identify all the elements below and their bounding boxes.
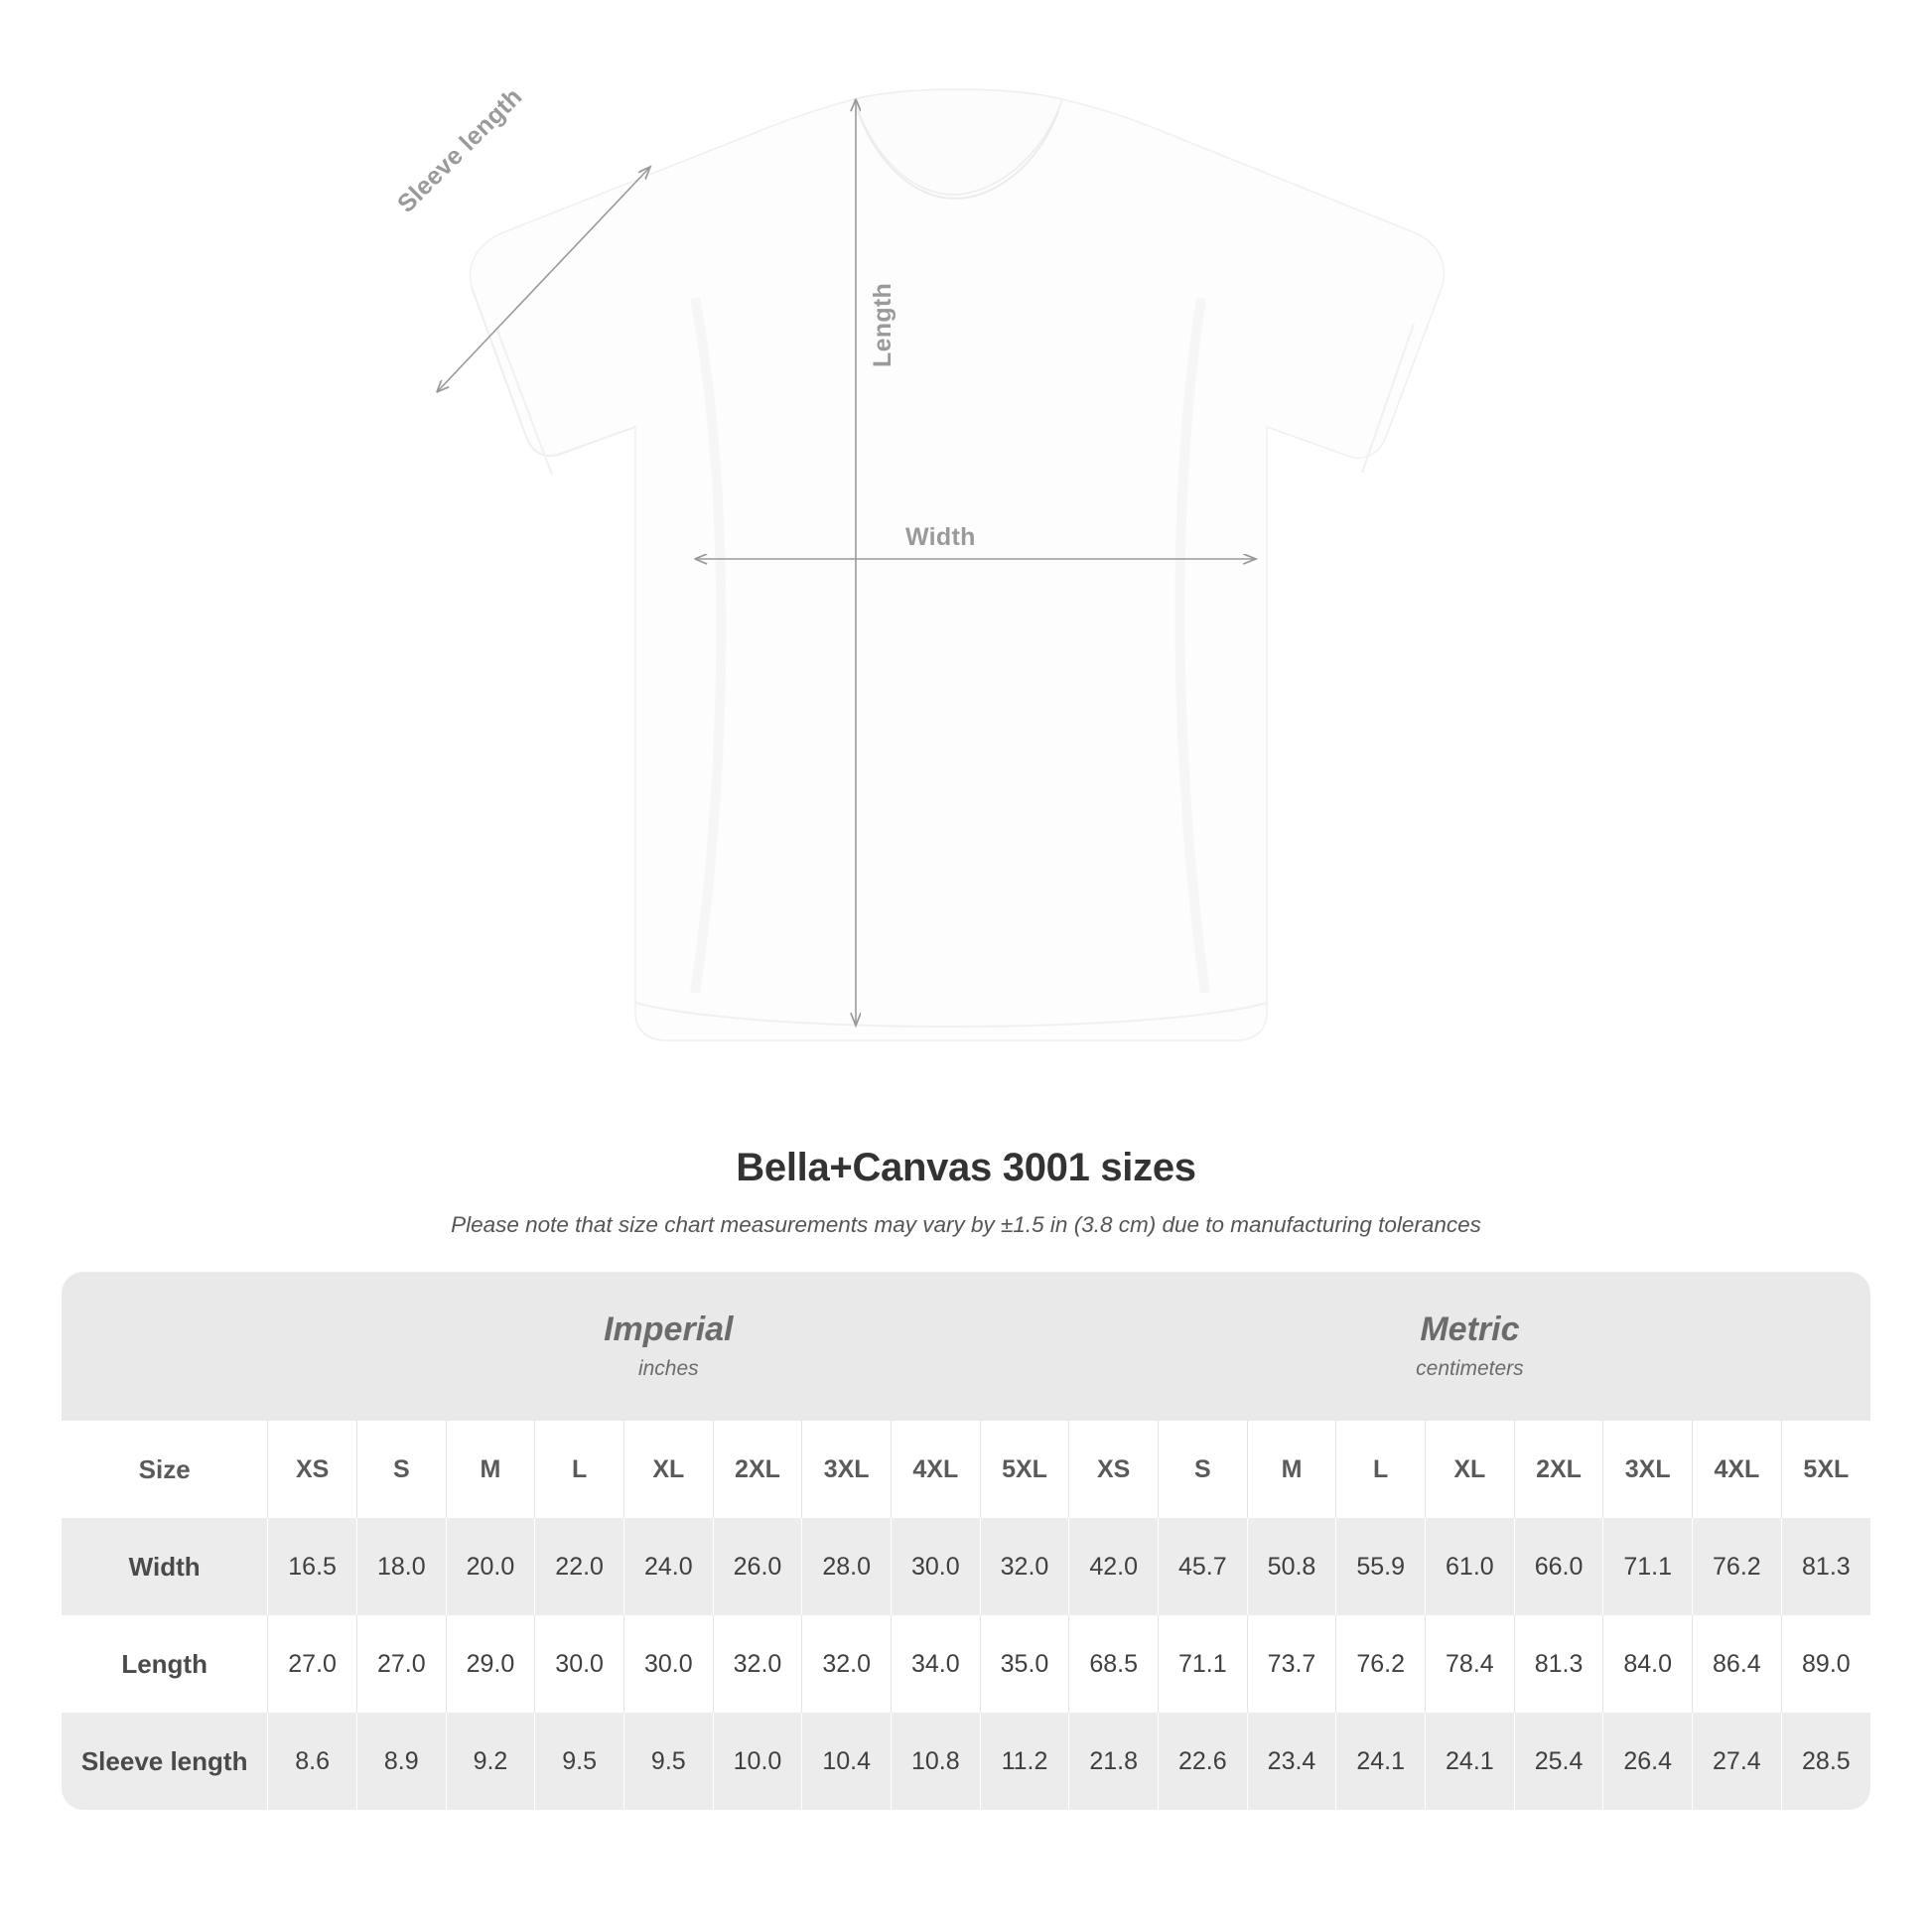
size-table-wrapper — [62, 1272, 1870, 1810]
title-block — [0, 1146, 1932, 1238]
cell-sleeve-metric: 23.4 — [1247, 1713, 1336, 1810]
cell-length-imperial: 30.0 — [623, 1615, 713, 1713]
page-title: Bella+Canvas 3001 sizes — [736, 1146, 1196, 1189]
unit-metric-name: Metric — [1420, 1311, 1520, 1349]
cell-sleeve-imperial: 8.9 — [356, 1713, 446, 1810]
unit-metric-cell — [1069, 1272, 1870, 1421]
cell-width-imperial: 22.0 — [535, 1518, 624, 1615]
size-header-row — [62, 1421, 1870, 1518]
cell-sleeve-metric: 28.5 — [1781, 1713, 1870, 1810]
cell-width-imperial: 16.5 — [268, 1518, 357, 1615]
cell-width-metric: 66.0 — [1514, 1518, 1603, 1615]
unit-metric-sub: centimeters — [1416, 1356, 1524, 1380]
table-row — [62, 1615, 1870, 1713]
cell-sleeve-imperial: 10.0 — [713, 1713, 802, 1810]
cell-length-imperial: 27.0 — [268, 1615, 357, 1713]
cell-length-imperial: 27.0 — [356, 1615, 446, 1713]
cell-length-metric: 73.7 — [1247, 1615, 1336, 1713]
row-label-length: Length — [62, 1615, 268, 1713]
cell-sleeve-imperial: 9.5 — [535, 1713, 624, 1810]
cell-width-imperial: 30.0 — [891, 1518, 980, 1615]
cell-length-imperial: 32.0 — [713, 1615, 802, 1713]
size-header-cell: 2XL — [713, 1421, 802, 1518]
size-header-cell: L — [535, 1421, 624, 1518]
cell-length-imperial: 30.0 — [535, 1615, 624, 1713]
row-label-width: Width — [62, 1518, 268, 1615]
cell-width-imperial: 24.0 — [623, 1518, 713, 1615]
cell-length-metric: 81.3 — [1514, 1615, 1603, 1713]
cell-width-metric: 71.1 — [1603, 1518, 1693, 1615]
row-label-sleeve-length: Sleeve length — [62, 1713, 268, 1810]
cell-width-imperial: 20.0 — [446, 1518, 535, 1615]
size-header-cell: L — [1336, 1421, 1426, 1518]
table-row — [62, 1713, 1870, 1810]
cell-length-metric: 89.0 — [1781, 1615, 1870, 1713]
size-header-cell: 4XL — [1693, 1421, 1782, 1518]
cell-width-metric: 76.2 — [1693, 1518, 1782, 1615]
unit-imperial-name: Imperial — [604, 1311, 734, 1349]
table-row — [62, 1518, 1870, 1615]
cell-length-metric: 68.5 — [1069, 1615, 1159, 1713]
unit-imperial-cell — [268, 1272, 1069, 1421]
cell-length-imperial: 29.0 — [446, 1615, 535, 1713]
length-label: Length — [869, 282, 897, 367]
size-header-cell: 3XL — [1603, 1421, 1693, 1518]
cell-width-imperial: 26.0 — [713, 1518, 802, 1615]
cell-length-metric: 76.2 — [1336, 1615, 1426, 1713]
size-header-cell: M — [446, 1421, 535, 1518]
cell-sleeve-imperial: 10.4 — [802, 1713, 892, 1810]
cell-length-imperial: 34.0 — [891, 1615, 980, 1713]
sleeve-length-label: Sleeve length — [392, 82, 528, 218]
cell-sleeve-metric: 27.4 — [1693, 1713, 1782, 1810]
cell-sleeve-metric: 24.1 — [1336, 1713, 1426, 1810]
cell-sleeve-metric: 22.6 — [1159, 1713, 1248, 1810]
cell-sleeve-imperial: 11.2 — [980, 1713, 1069, 1810]
tshirt-shape — [471, 89, 1445, 1040]
width-label: Width — [905, 523, 976, 551]
size-header-cell: 3XL — [802, 1421, 892, 1518]
cell-width-metric: 50.8 — [1247, 1518, 1336, 1615]
cell-width-metric: 42.0 — [1069, 1518, 1159, 1615]
cell-sleeve-metric: 24.1 — [1426, 1713, 1515, 1810]
size-header-cell: M — [1247, 1421, 1336, 1518]
cell-length-imperial: 32.0 — [802, 1615, 892, 1713]
cell-width-imperial: 28.0 — [802, 1518, 892, 1615]
cell-sleeve-metric: 25.4 — [1514, 1713, 1603, 1810]
size-header-cell: XS — [268, 1421, 357, 1518]
cell-width-metric: 45.7 — [1159, 1518, 1248, 1615]
unit-spacer-cell — [62, 1272, 268, 1421]
cell-sleeve-metric: 26.4 — [1603, 1713, 1693, 1810]
size-table — [62, 1272, 1870, 1810]
cell-width-imperial: 18.0 — [356, 1518, 446, 1615]
size-header-label: Size — [62, 1421, 268, 1518]
size-header-cell: 5XL — [980, 1421, 1069, 1518]
cell-width-metric: 81.3 — [1781, 1518, 1870, 1615]
size-header-cell: S — [356, 1421, 446, 1518]
cell-length-metric: 84.0 — [1603, 1615, 1693, 1713]
cell-sleeve-metric: 21.8 — [1069, 1713, 1159, 1810]
size-header-cell: XL — [623, 1421, 713, 1518]
size-header-cell: 2XL — [1514, 1421, 1603, 1518]
cell-sleeve-imperial: 10.8 — [891, 1713, 980, 1810]
measurement-note: Please note that size chart measurements may vary by ±1.5 in (3.8 cm) due to manufacturing tolerances — [451, 1212, 1481, 1237]
cell-length-metric: 71.1 — [1159, 1615, 1248, 1713]
cell-sleeve-imperial: 8.6 — [268, 1713, 357, 1810]
cell-length-metric: 78.4 — [1426, 1615, 1515, 1713]
cell-sleeve-imperial: 9.2 — [446, 1713, 535, 1810]
cell-length-imperial: 35.0 — [980, 1615, 1069, 1713]
size-header-cell: XL — [1426, 1421, 1515, 1518]
size-header-cell: 4XL — [891, 1421, 980, 1518]
cell-sleeve-imperial: 9.5 — [623, 1713, 713, 1810]
cell-length-metric: 86.4 — [1693, 1615, 1782, 1713]
cell-width-imperial: 32.0 — [980, 1518, 1069, 1615]
unit-imperial-sub: inches — [637, 1356, 699, 1380]
cell-width-metric: 55.9 — [1336, 1518, 1426, 1615]
unit-header-row — [62, 1272, 1870, 1421]
cell-width-metric: 61.0 — [1426, 1518, 1515, 1615]
size-header-cell: S — [1159, 1421, 1248, 1518]
size-header-cell: XS — [1069, 1421, 1159, 1518]
size-header-cell: 5XL — [1781, 1421, 1870, 1518]
